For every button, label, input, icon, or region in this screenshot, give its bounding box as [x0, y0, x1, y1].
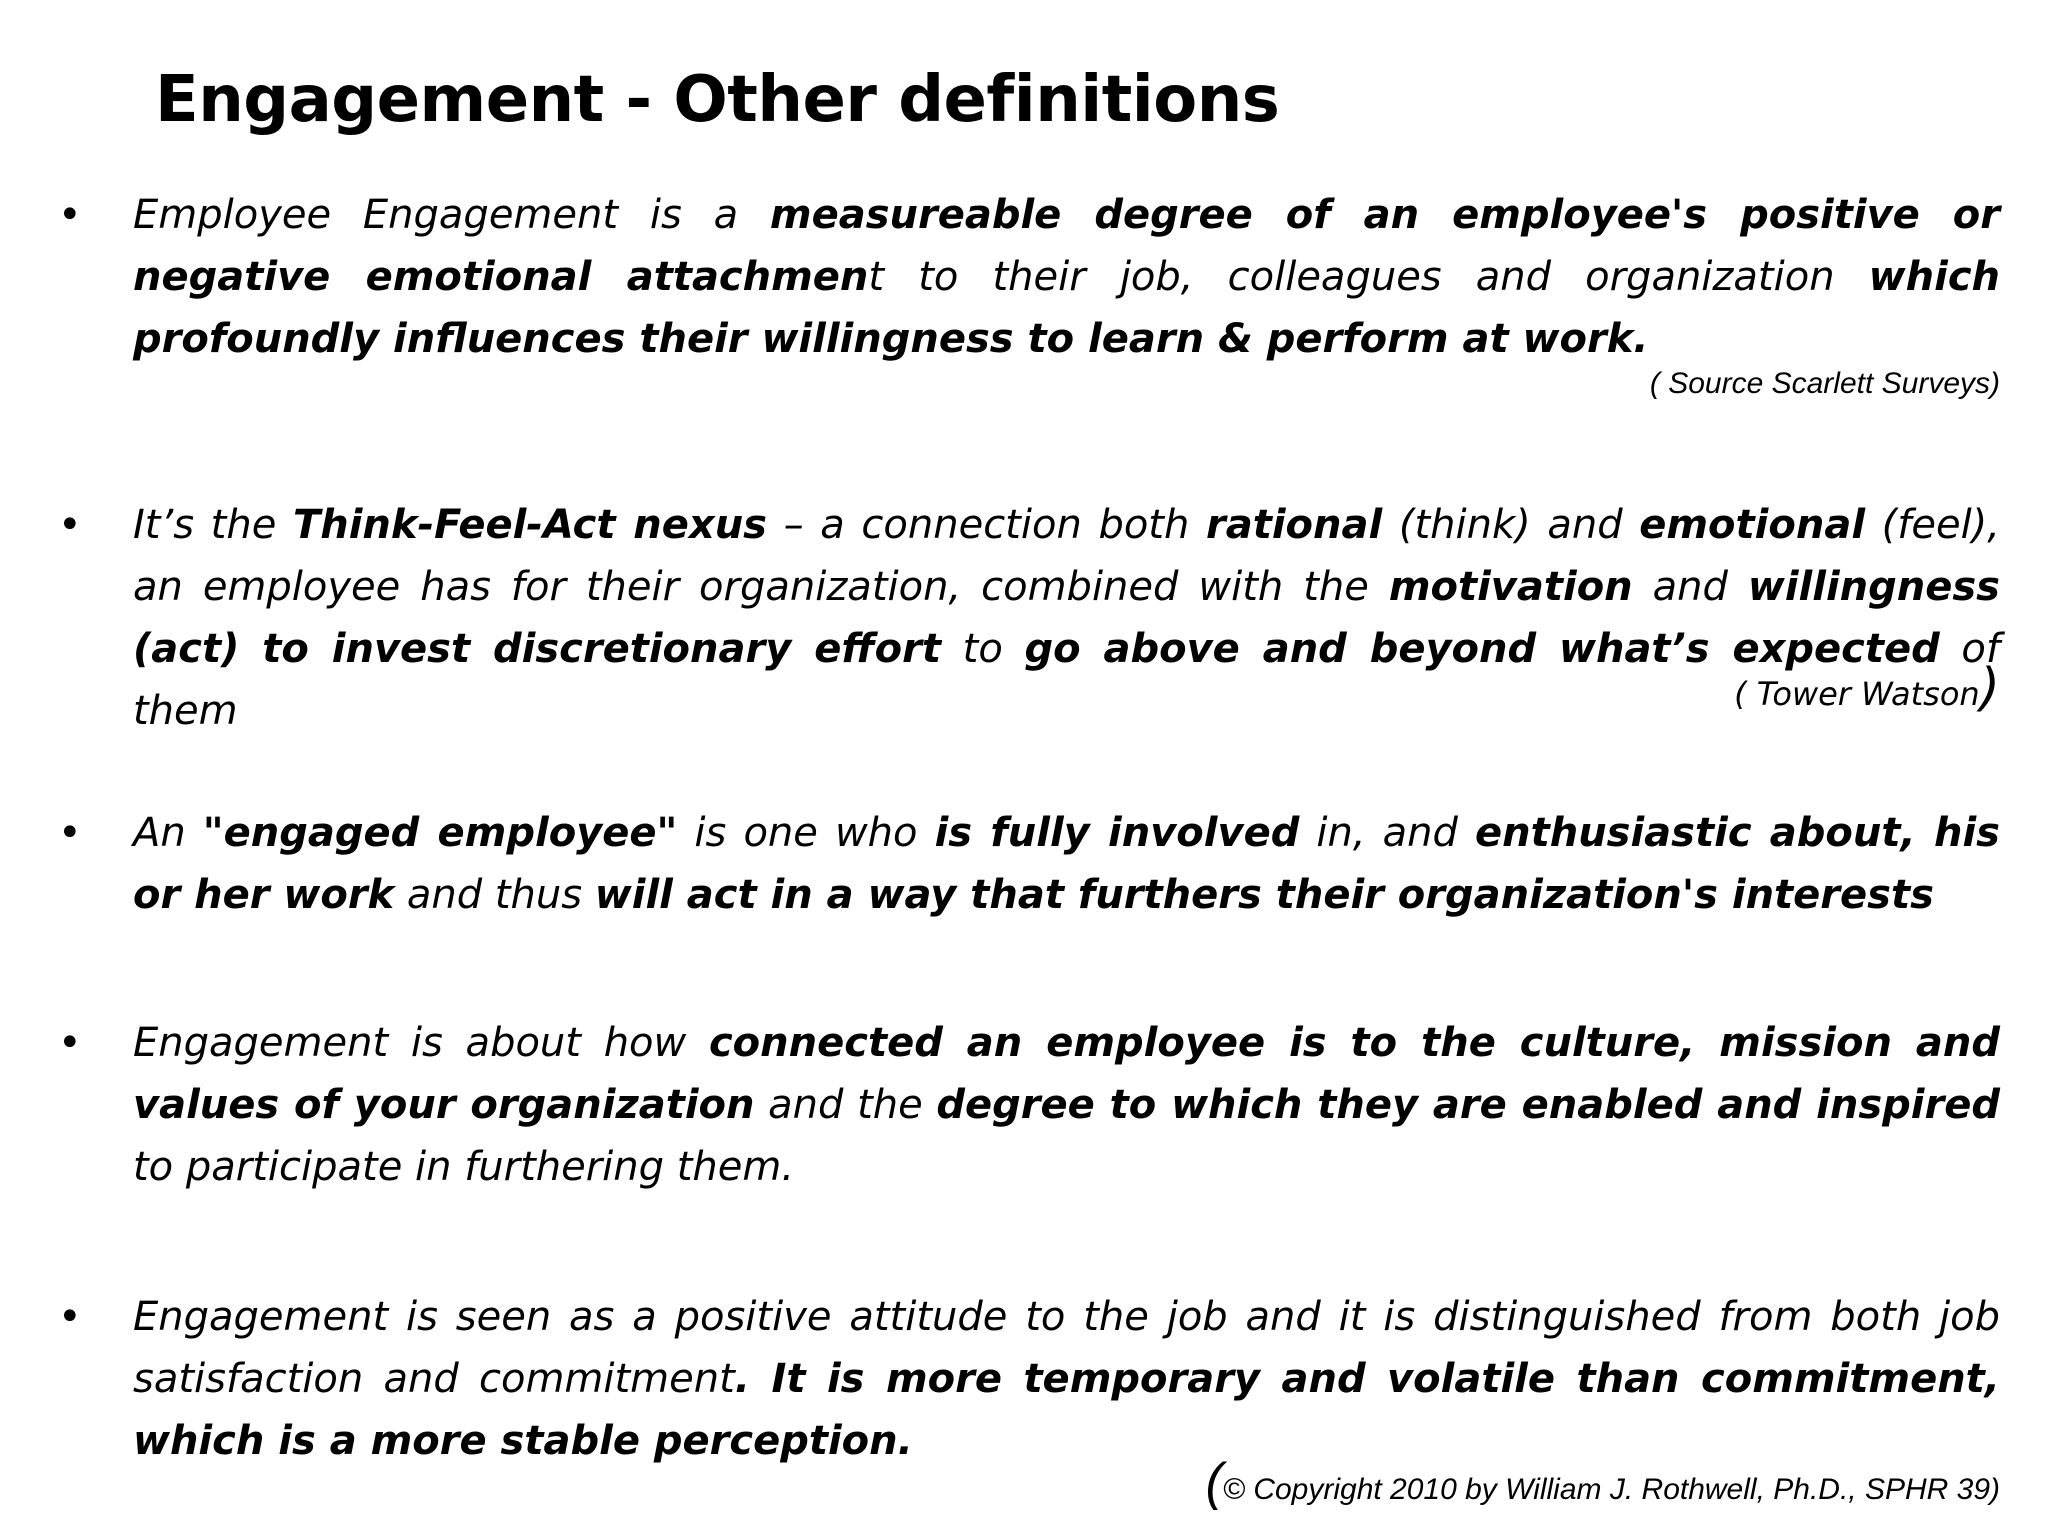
source-citation-2: ( Tower Watson) [1734, 658, 2000, 718]
bullet-marker: • [58, 1294, 82, 1340]
bullet-item-3 [58, 802, 2000, 926]
bullet-marker: • [58, 502, 82, 548]
bullet-marker: • [58, 192, 82, 238]
bullet-marker: • [58, 810, 82, 856]
bullet-marker: • [58, 1020, 82, 1066]
bullet-item-1 [58, 184, 2000, 370]
bullet-text: Engagement is seen as a positive attitude to the job and it is distinguished from both job satisfaction and commitment. It is more temporary and volatile than commitment, which is a more stable perception. [133, 1294, 2000, 1464]
slide-title: Engagement - Other definitions [155, 63, 1280, 137]
bullet-text: It’s the Think-Feel-Act nexus – a connection both rational (think) and emotional (feel), an employee has for their organization, combined with the motivation and willingness (act) to invest discretionary effort to go above and beyond what’s expected of them [133, 502, 2001, 734]
bullet-item-5 [58, 1286, 2000, 1472]
bullet-text: An "engaged employee" is one who is fully involved in, and enthusiastic about, his or her work and thus will act in a way that furthers their organization's interests [133, 810, 2000, 918]
bullet-item-2 [58, 494, 2000, 742]
bullet-text: Employee Engagement is a measureable degree of an employee's positive or negative emotional attachment to their job, colleagues and organization which profoundly influences their willingness to learn & perform at work. [133, 192, 2000, 362]
bullet-item-4 [58, 1012, 2000, 1198]
bullet-text: Engagement is about how connected an employee is to the culture, mission and values of your organization and the degree to which they are enabled and inspired to participate in furthering them. [133, 1020, 2000, 1190]
source-citation-1: ( Source Scarlett Surveys) [1649, 367, 2000, 400]
copyright-citation: (© Copyright 2010 by William J. Rothwell, Ph.D., SPHR 39) [1205, 1453, 2000, 1511]
